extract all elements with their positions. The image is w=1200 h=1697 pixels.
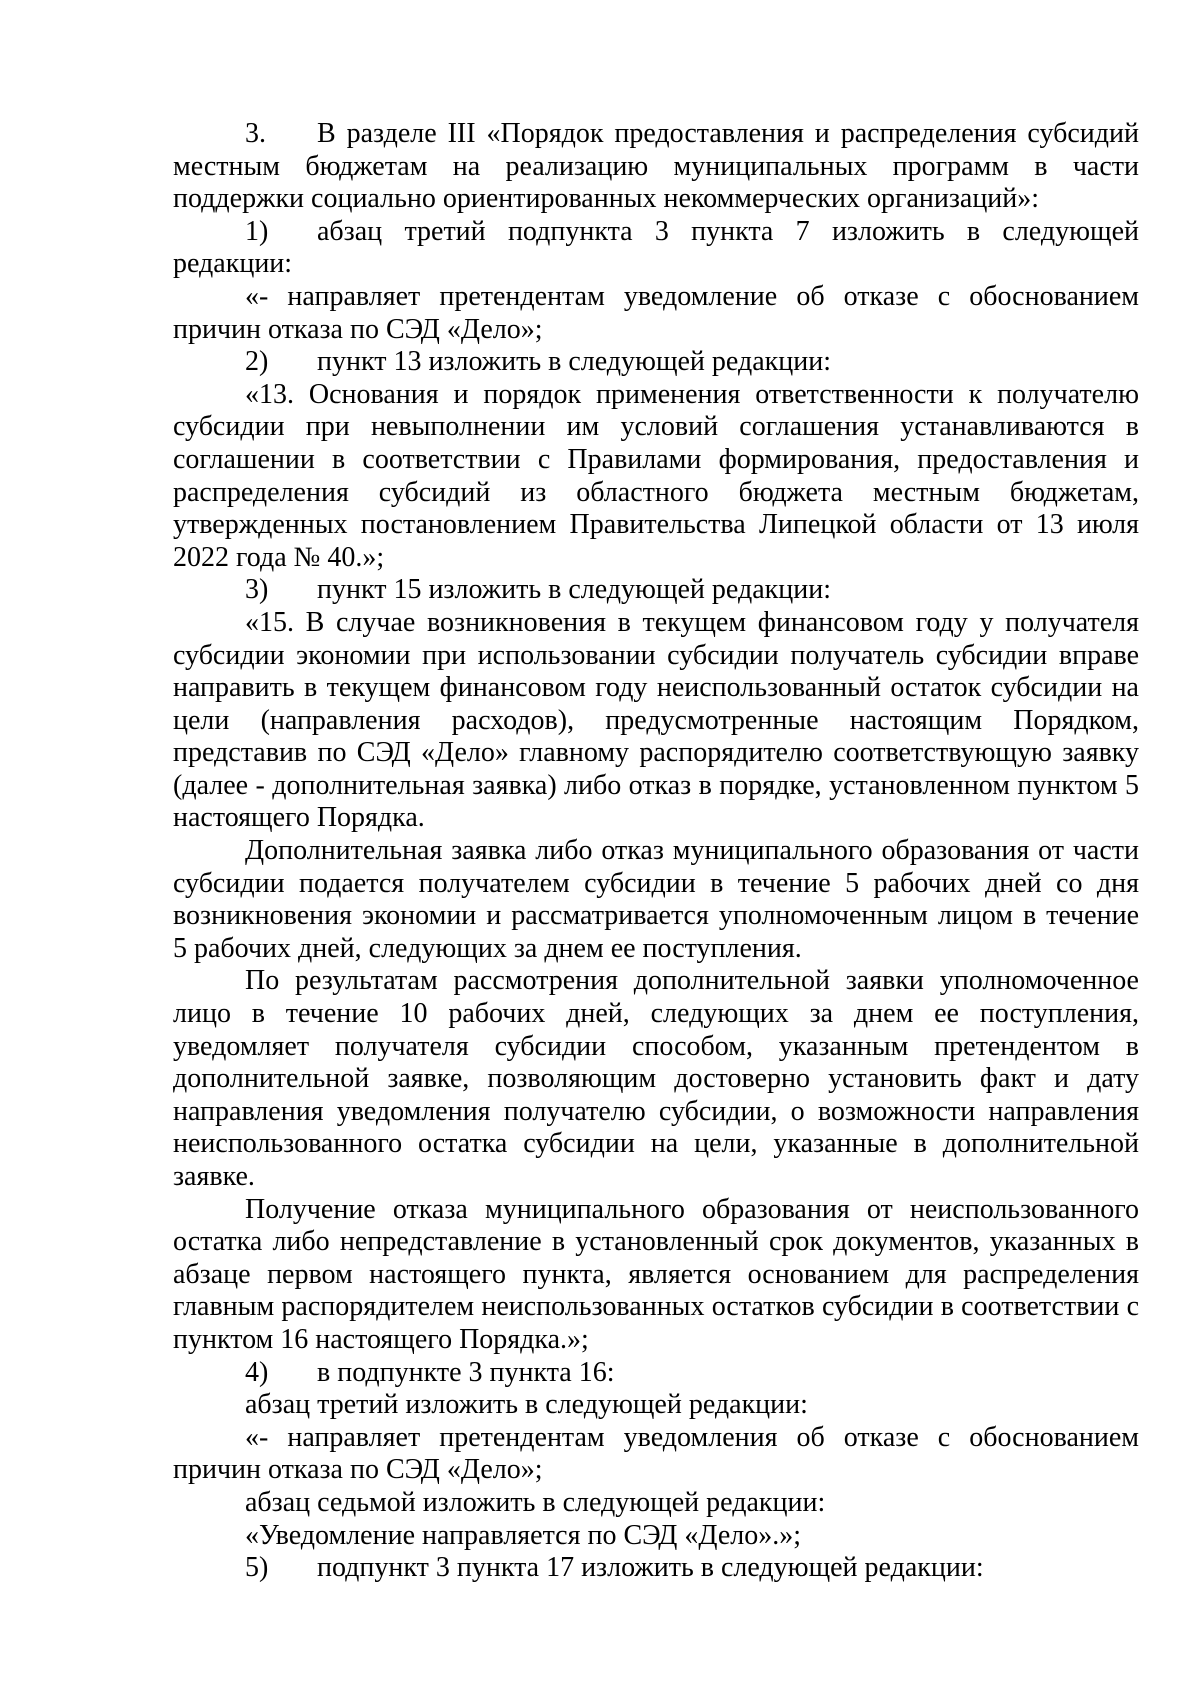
item-number: 3) [245,574,269,606]
item-text: в подпункте 3 пункта 16: [317,1356,615,1388]
item-number: 1) [245,215,269,247]
item-text: подпункт 3 пункта 17 изложить в следующей редакции: [317,1552,984,1584]
subitem-3 [173,574,1139,607]
paragraph: Получение отказа муниципального образования от неиспользованного остатка либо непредставление в установленный срок документов, указанных в абзаце первом настоящего пункта, является основанием для распределения главным распорядителем неиспользованных остатков субсидии в соответствии с пунктом 16 настоящего Порядка.»; [173,1193,1139,1355]
paragraph: «- направляет претендентам уведомления об отказе с обоснованием причин отказа по СЭД «Дело»; [173,1421,1139,1486]
paragraph: «- направляет претендентам уведомление об отказе с обоснованием причин отказа по СЭД «Дело»; [173,280,1139,345]
subitem-5 [173,1552,1139,1585]
paragraph: Дополнительная заявка либо отказ муниципального образования от части субсидии подается получателем субсидии в течение 5 рабочих дней со дня возникновения экономии и рассматривается уполномоченным лицом в течение 5 рабочих дней, следующих за днем ее поступления. [173,835,1139,964]
paragraph: По результатам рассмотрения дополнительной заявки уполномоченное лицо в течение 10 рабочих дней, следующих за днем ее поступления, уведомляет получателя субсидии способом, указанным претендентом в дополнительной заявке, позволяющим достоверно установить факт и дату направления уведомления получателю субсидии, о возможности направления неиспользованного остатка субсидии на цели, указанные в дополнительной заявке. [173,965,1139,1192]
subitem-4 [173,1357,1139,1390]
subitem-2 [173,346,1139,379]
item-number: 2) [245,346,269,378]
section-3-heading [173,118,1139,216]
paragraph: абзац третий изложить в следующей редакции: [245,1389,808,1421]
item-text: абзац третий подпункта 3 пункта 7 изложить в следующей редакции: [173,215,1139,280]
item-number: 4) [245,1356,269,1388]
subitem-1 [173,216,1139,281]
item-text: пункт 15 изложить в следующей редакции: [317,574,831,606]
item-text: пункт 13 изложить в следующей редакции: [317,346,831,378]
item-number: 5) [245,1552,269,1584]
item-text: В разделе III «Порядок предоставления и распределения субсидий местным бюджетам на реализацию муниципальных программ в части поддержки социально ориентированных некоммерческих организаций»: [173,118,1139,215]
paragraph: «Уведомление направляется по СЭД «Дело».»; [245,1519,801,1551]
paragraph: абзац седьмой изложить в следующей редакции: [245,1486,826,1518]
document-body [173,118,1139,1585]
paragraph: «15. В случае возникновения в текущем финансовом году у получателя субсидии экономии при использовании субсидии получатель субсидии вправе направить в текущем финансовом году неиспользованный остаток субсидии на цели (направления расходов), предусмотренные настоящим Порядком, представив по СЭД «Дело» главному распорядителю соответствующую заявку (далее - дополнительная заявка) либо отказ в порядке, установленном пунктом 5 настоящего Порядка. [173,606,1139,834]
paragraph: «13. Основания и порядок применения ответственности к получателю субсидии при невыполнении им условий соглашения устанавливаются в соглашении в соответствии с Правилами формирования, предоставления и распределения субсидий из областного бюджета местным бюджетам, утвержденных постановлением Правительства Липецкой области от 13 июля 2022 года № 40.»; [173,378,1139,573]
item-number: 3. [245,118,266,149]
